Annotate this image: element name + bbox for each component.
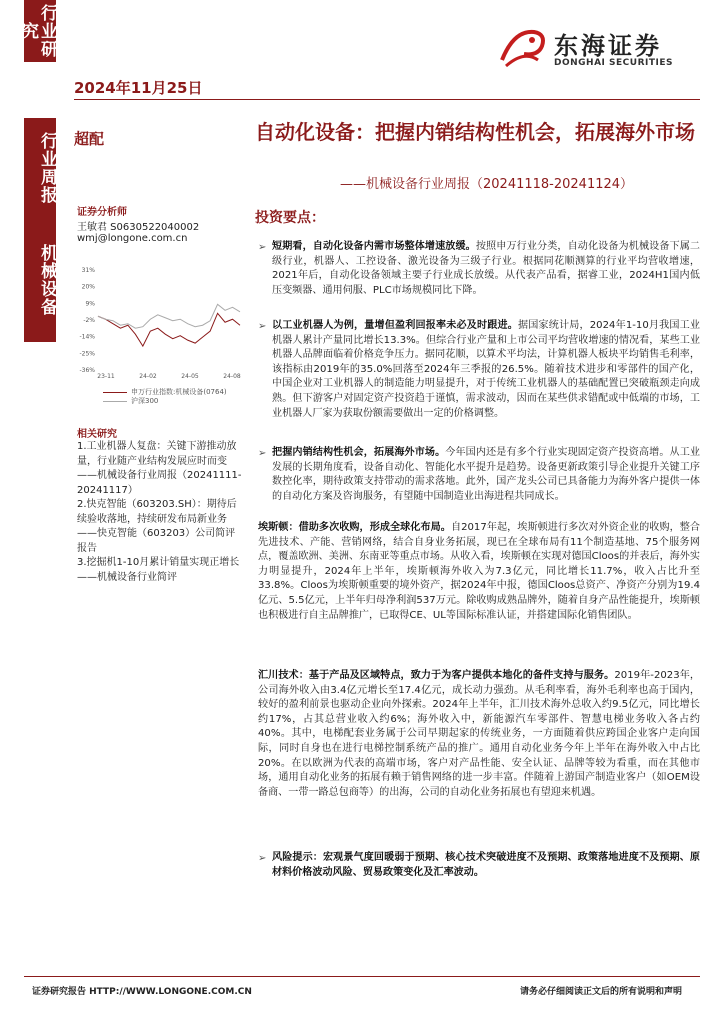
side-tab-weekly: 行业周报 xyxy=(24,118,56,218)
side-tab-machinery: 机械设备 xyxy=(24,218,56,342)
logo-subtext: DONGHAI SECURITIES xyxy=(554,58,673,68)
paragraph-lead: 以工业机器人为例，量增但盈利回报率未必及时跟进。 xyxy=(272,320,518,331)
paragraph-lead: 短期看，自动化设备内需市场整体增速放缓。 xyxy=(272,241,476,252)
footer-right: 请务必仔细阅读正文后的所有说明和声明 xyxy=(520,987,683,997)
x-tick-label: 24-02 xyxy=(139,373,157,380)
x-tick-label: 24-05 xyxy=(181,373,199,380)
paragraph-4 xyxy=(258,521,700,623)
arrow-bullet-icon: ➢ xyxy=(258,448,267,459)
y-tick-label: -2% xyxy=(83,317,95,324)
side-tab-industry-research: 行业研究 xyxy=(24,0,56,62)
related-heading: 相关研究 xyxy=(77,429,117,440)
y-tick-label: -36% xyxy=(79,367,95,374)
logo-text: 东海证券 xyxy=(554,32,662,60)
paragraph-lead: 把握内销结构性机会，拓展海外市场。 xyxy=(272,447,446,458)
related-item[interactable]: 2.快克智能（603203.SH）：期待后续验收落地，持续研发布局新业务——快克智能（603203）公司简评报告 xyxy=(77,499,237,554)
arrow-bullet-icon: ➢ xyxy=(258,321,267,332)
rating: 超配 xyxy=(74,130,105,148)
analyst-heading: 证券分析师 xyxy=(77,207,127,218)
logo-icon xyxy=(494,20,552,78)
paragraph-lead: 埃斯顿：借助多次收购，形成全球化布局。 xyxy=(258,522,451,533)
risk-paragraph xyxy=(272,851,700,880)
legend-label-hs300: 沪深300 xyxy=(131,397,159,405)
paragraph-lead: 汇川技术：基于产品及区域特点，致力于为客户提供本地化的备件支持与服务。 xyxy=(258,670,615,681)
legend-label-machinery: 申万行业指数:机械设备(0764) xyxy=(131,388,227,396)
paragraph-text: 2019年-2023年，公司海外收入由3.4亿元增长至17.4亿元，成长动力强劲。从毛利率看，海外毛利率也高于国内，较好的盈利前景也驱动企业向外探索。2024年上半年，汇川技术海外总收入约9.5亿元，同比增长约17%，占其总营业收入约6%；海外收入中，新能源汽车零部件、智慧电梯业务收入各占约40%。其中，电梯配套业务属于公司早期起家的传统业务，一方面随着供应跨国企业客户走向国际，同时自身也在进行电梯控制系统产品的推广。通用自动化业务今年上半年在海外收入中占比20%。在以欧洲为代表的高端市场，客户对产品性能、安全认证、品牌等较为看重，而在其他市场，通用自动化业务的拓展有赖于销售网络的进一步丰富。伴随着上游国产制造业客户（如OEM设备商、一带一路总包商等）的出海，公司的自动化业务拓展也有望迎来机遇。 xyxy=(258,670,700,798)
analyst-name: 王敏君 S0630522040002 xyxy=(77,222,200,233)
series-line-0 xyxy=(98,313,240,346)
header-divider xyxy=(74,99,700,100)
series-line-1 xyxy=(98,304,240,328)
paragraph-1 xyxy=(272,240,700,298)
legend-item-hs300 xyxy=(103,396,158,406)
y-tick-label: 31% xyxy=(81,267,95,274)
footer-left[interactable]: 证券研究报告 HTTP://WWW.LONGONE.COM.CN xyxy=(32,987,252,997)
paragraph-2 xyxy=(272,319,700,421)
related-item[interactable]: 3.挖掘机1-10月累计销量实现正增长——机械设备行业简评 xyxy=(77,557,240,583)
report-date: 2024年11月25日 xyxy=(74,79,203,97)
x-tick-label: 23-11 xyxy=(97,373,115,380)
paragraph-text: 按照申万行业分类，自动化设备为机械设备下属二级行业，机器人、工控设备、激光设备为三级子行业。根据同花顺测算的行业平均营收增速，2021年后，自动化设备领域主要子行业成长放缓。从代表产品看，据睿工业，2024H1国内低压变频器、通用伺服、PLC市场规模同比下降。 xyxy=(272,241,701,296)
y-tick-label: -14% xyxy=(79,333,95,341)
legend-swatch-machinery xyxy=(103,392,127,393)
paragraph-lead: 风险提示：宏观景气度回暖弱于预期、核心技术突破进度不及预期、政策落地进度不及预期、原材料价格波动风险、贸易政策变化及汇率波动。 xyxy=(272,852,700,878)
paragraph-text: 今年国内还是有多个行业实现固定资产投资高增。从工业发展的长期角度看，设备自动化、智能化水平提升是趋势。设备更新政策引导企业提升关键工序数控化率，期待政策支持带动的需求落地。此外，国产龙头公司已具备能力为海外客户提供一体的自动化方案及咨询服务，有望随中国制造业出海进程共同成长。 xyxy=(272,447,701,502)
paragraph-3 xyxy=(272,446,700,504)
y-tick-label: 9% xyxy=(85,300,95,308)
legend-swatch-hs300 xyxy=(103,401,127,402)
key-points-heading: 投资要点： xyxy=(255,210,325,226)
related-list xyxy=(77,440,242,585)
paragraph-text: 据国家统计局，2024年1-10月我国工业机器人累计产量同比增长13.3%。但综合行业产量和上市公司平均营收增速的情况看，某些工业机器人品牌面临着价格竞争压力。据同花顺，以算术平均法，计算机器人板块平均销售毛利率，该指标由2019年的35.0%回落至2024年三季报的26.5%。随着技术进步和零部件的国产化，中国企业对工业机器人的制造能力明显提升，对于传统工业机器人的基础配置已突破瓶颈走向成熟。但下游客户对固定资产投资趋于谨慎，需求波动，因而在某些供求错配或中低端的市场，工业机器人厂家为获取份额需要做出一定的价格调整。 xyxy=(272,320,700,419)
arrow-bullet-icon: ➢ xyxy=(258,853,267,864)
x-tick-label: 24-08 xyxy=(223,373,241,380)
report-subtitle: ——机械设备行业周报（20241118-20241124） xyxy=(340,177,634,192)
report-title: 自动化设备：把握内销结构性机会，拓展海外市场 xyxy=(255,120,695,144)
related-item[interactable]: 1.工业机器人复盘：关键下游推动放量，行业随产业结构发展应时而变——机械设备行业周报（20241111-20241117） xyxy=(77,441,242,496)
analyst-email: wmj@longone.com.cn xyxy=(77,233,188,244)
performance-chart xyxy=(74,262,244,382)
y-tick-label: 20% xyxy=(81,283,95,291)
arrow-bullet-icon: ➢ xyxy=(258,242,267,253)
y-tick-label: -25% xyxy=(79,350,95,358)
paragraph-text: 自2017年起，埃斯顿进行多次对外资企业的收购，整合先进技术、产能、营销网络，结合自身业务拓展，现已在全球布局有11个制造基地、75个服务网点，覆盖欧洲、美洲、东南亚等重点市场。从收入看，埃斯顿在实现对德国Cloos的并表后，海外实力明显提升，2024年上半年，埃斯顿海外收入为7.3亿元，同比增长11.7%，收入占比升至33.8%。Cloos为埃斯顿重要的境外资产，据2024年中报，德国Cloos总资产、净资产分别为19.4亿元、5.5亿元，上半年归母净利润537万元。除收购成熟品牌外，随着自身产品性能提升，埃斯顿也积极进行自主品牌推广，已取得CE、UL等国际标准认证，并搭建国际化销售团队。 xyxy=(258,522,701,621)
paragraph-5 xyxy=(258,669,700,800)
footer-divider xyxy=(24,976,700,977)
